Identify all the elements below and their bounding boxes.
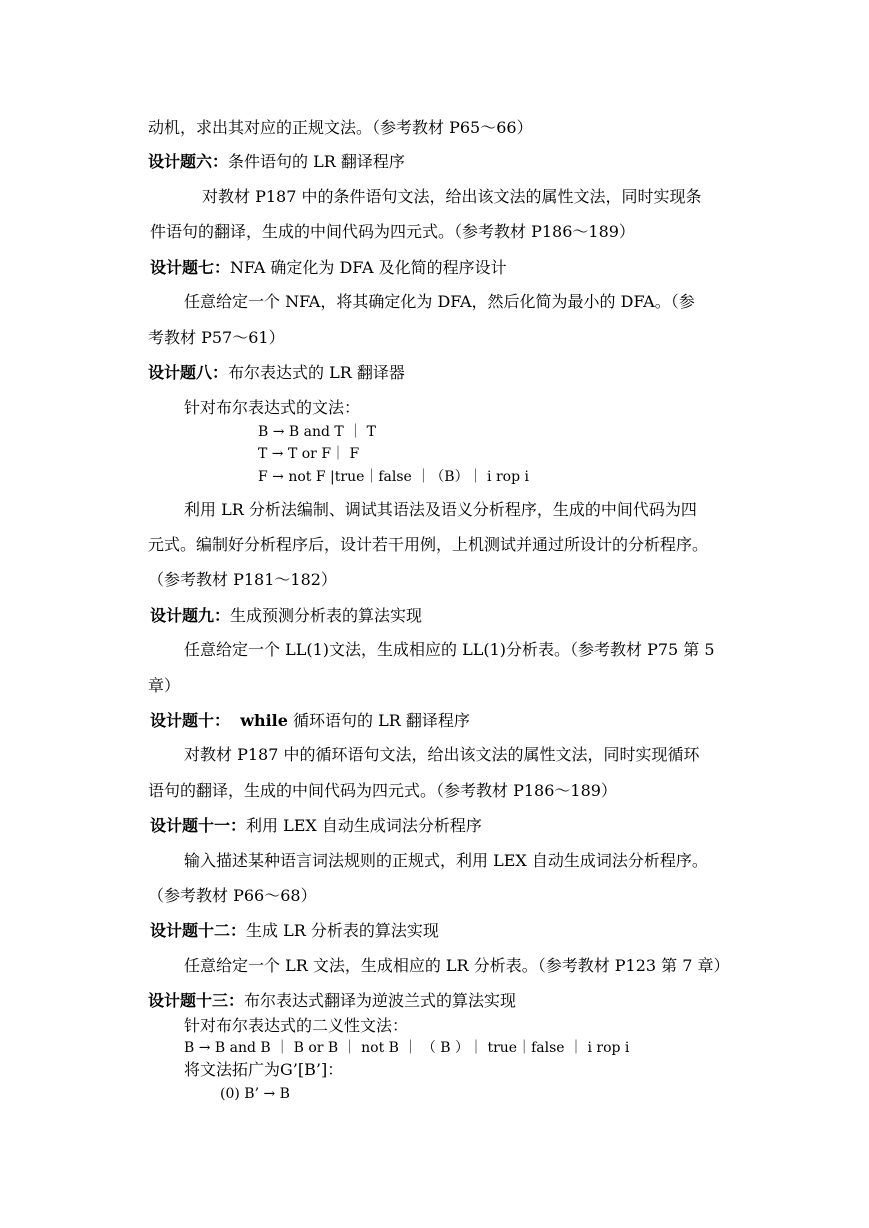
heading-title: 布尔表达式翻译为逆波兰式的算法实现 [244, 991, 517, 1010]
text-line: 任意给定一个 LR 文法，生成相应的 LR 分析表。（参考教材 P123 第 7 章） [184, 956, 730, 975]
heading-label: 设计题十三： [148, 991, 245, 1010]
text-line: 件语句的翻译，生成的中间代码为四元式。（参考教材 P186～189） [150, 222, 635, 241]
text-line: 考教材 P57～61） [148, 328, 285, 347]
heading-title: 利用 LEX 自动生成词法分析程序 [246, 816, 482, 835]
text-line: （参考教材 P66～68） [148, 886, 317, 905]
text-line: 针对布尔表达式的文法： [184, 398, 361, 417]
grammar-rule: B → B and T ｜ T [258, 424, 377, 440]
heading-keyword: while [240, 711, 288, 730]
grammar-rule: (0) B’ → B [220, 1086, 290, 1102]
grammar-rule: F → not F |true｜false ｜（B）｜ i rop i [258, 469, 529, 485]
text-line: 动机，求出其对应的正规文法。（参考教材 P65～66） [148, 118, 533, 137]
text-line: 输入描述某种语言词法规则的正规式，利用 LEX 自动生成词法分析程序。 [184, 851, 708, 870]
heading-label: 设计题十一： [150, 816, 247, 835]
text-line: 对教材 P187 中的条件语句文法，给出该文法的属性文法，同时实现条 [202, 187, 702, 206]
heading-label: 设计题十二： [150, 921, 247, 940]
section-heading-12 [150, 921, 439, 941]
heading-title: 生成预测分析表的算法实现 [230, 606, 423, 625]
text-line: 利用 LR 分析法编制、调试其语法及语义分析程序，生成的中间代码为四 [184, 500, 697, 519]
section-heading-8 [148, 363, 405, 383]
text-line: 任意给定一个 LL(1)文法，生成相应的 LL(1)分析表。（参考教材 P75 第 5 [184, 640, 715, 659]
section-heading-11 [150, 816, 482, 836]
text-line: 语句的翻译，生成的中间代码为四元式。（参考教材 P186～189） [148, 781, 617, 800]
heading-label: 设计题八： [148, 363, 229, 382]
text-line: 任意给定一个 NFA，将其确定化为 DFA，然后化简为最小的 DFA。（参 [184, 292, 695, 311]
section-heading-10 [150, 711, 470, 731]
section-heading-7 [150, 258, 507, 278]
heading-label: 设计题七： [150, 258, 231, 277]
heading-title: NFA 确定化为 DFA 及化简的程序设计 [230, 258, 507, 277]
text-line: 对教材 P187 中的循环语句文法，给出该文法的属性文法，同时实现循环 [184, 745, 700, 764]
heading-label: 设计题九： [150, 606, 231, 625]
heading-title: 生成 LR 分析表的算法实现 [246, 921, 439, 940]
heading-title: 循环语句的 LR 翻译程序 [293, 711, 470, 730]
text-line: 章） [148, 676, 181, 695]
section-heading-6 [148, 152, 405, 172]
text-line: 针对布尔表达式的二义性文法： [184, 1016, 409, 1035]
heading-title: 条件语句的 LR 翻译程序 [228, 152, 405, 171]
text-line: 将文法拓广为G’[B’]： [184, 1060, 344, 1079]
section-heading-9 [150, 606, 422, 626]
text-line: 元式。编制好分析程序后，设计若干用例，上机测试并通过所设计的分析程序。 [148, 535, 709, 554]
heading-label: 设计题六： [148, 152, 229, 171]
section-heading-13 [148, 991, 516, 1011]
heading-title: 布尔表达式的 LR 翻译器 [228, 363, 405, 382]
text-line: （参考教材 P181～182） [148, 570, 337, 589]
heading-label: 设计题十： [150, 711, 231, 730]
grammar-rule: T → T or F｜ F [258, 446, 360, 462]
grammar-rule: B → B and B ｜ B or B ｜ not B ｜ （ B ）｜ true｜false ｜ i rop i [184, 1040, 630, 1056]
